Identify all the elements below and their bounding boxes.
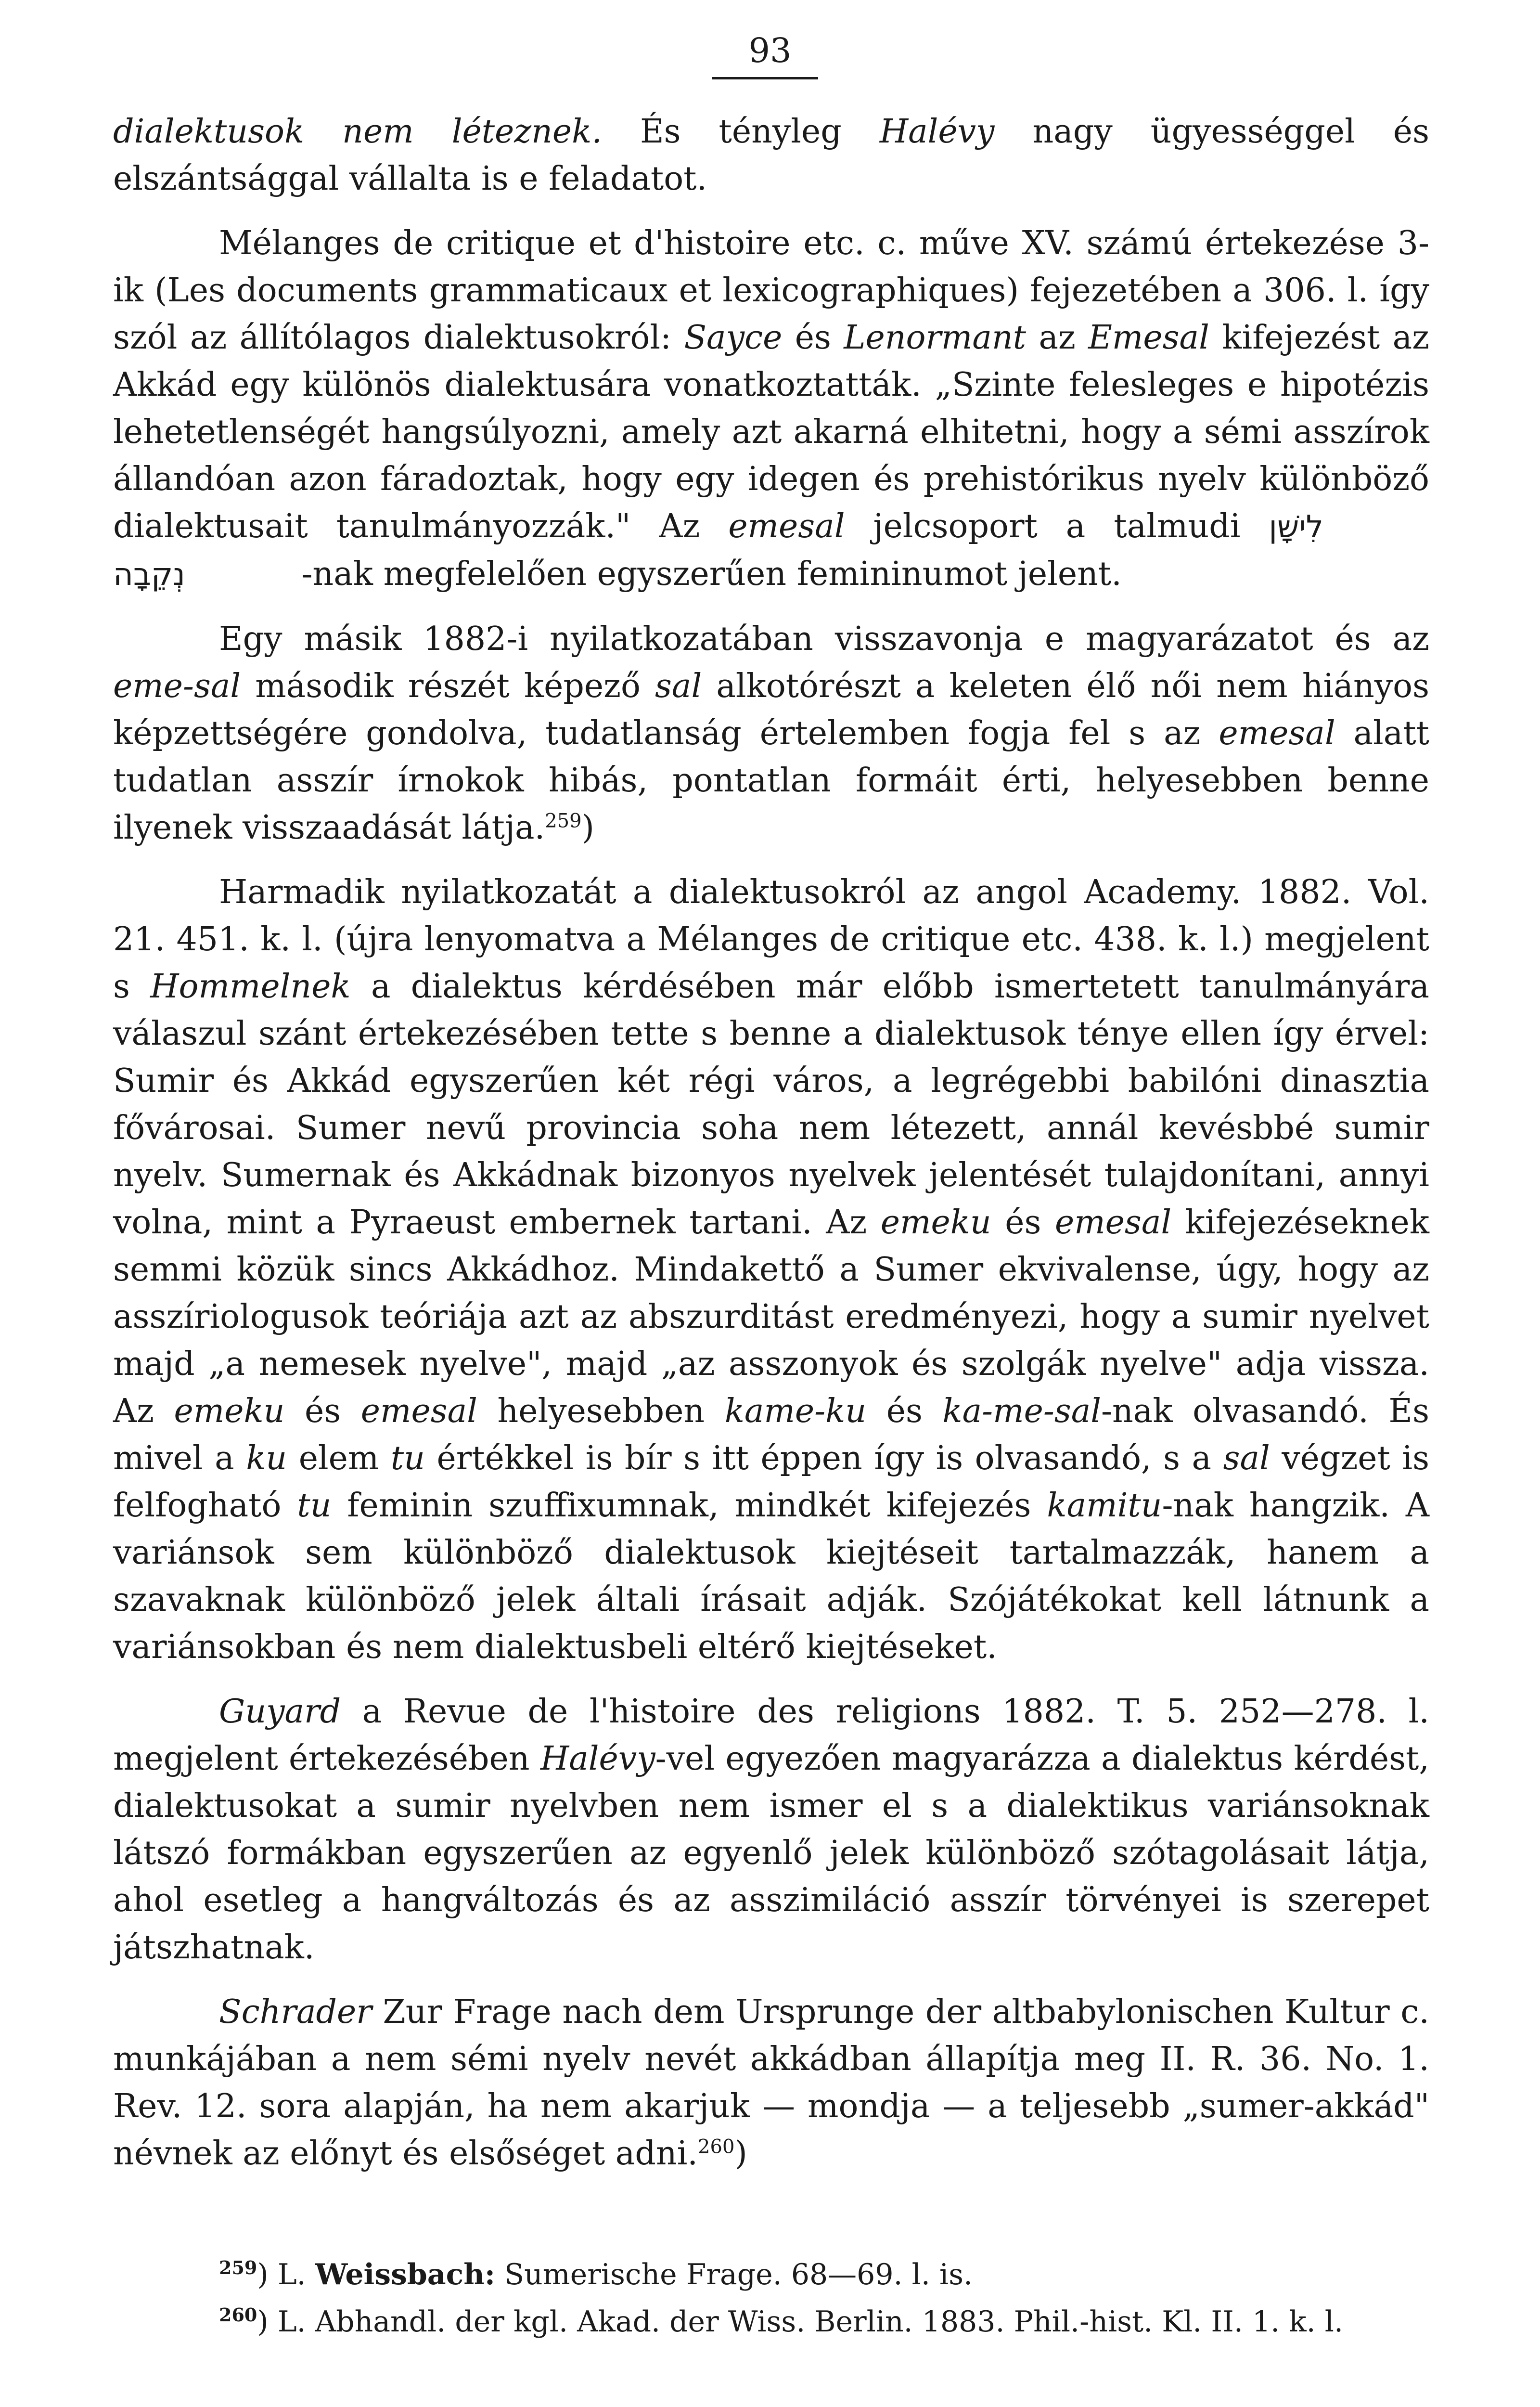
text-run: -nak olvasandó. És mivel a (113, 1392, 1429, 1477)
footnote-number: 260 (219, 2304, 257, 2326)
hebrew-word: נְקֵבָה (113, 557, 185, 593)
text-run: nagy ügyességgel és elszántsággal vállalta is e feladatot. (113, 113, 1429, 198)
text-run: Egy másik 1882-i nyilatkozatában visszavonja e magyarázatot és az (219, 620, 1429, 658)
italic-term: emeku (880, 1204, 991, 1242)
text-run: értékkel is bír s itt éppen így is olvasandó, s a (425, 1439, 1223, 1477)
italic-term: ka-me-sal (942, 1392, 1102, 1430)
text-run: -nak megfelelően egyszerűen femininumot jelent. (291, 555, 1122, 593)
text-run: Zur Frage nach dem Ursprunge der altbabylonischen Kultur c. munkájában a nem sémi nyelv nevét akkádban állapítja meg II. R. 36. No. 1. Rev. 12. sora alapján, ha nem akarjuk — mondja — a teljesebb „sumer-akkád" névnek az előnyt és elsőséget adni. (113, 1993, 1429, 2173)
footnote-author: Weissbach: (315, 2258, 495, 2291)
hebrew-word: לִישָׁן (1269, 509, 1324, 545)
footnote (113, 2300, 1429, 2343)
footnote (113, 2253, 1429, 2296)
italic-term: Halévy (879, 113, 995, 151)
footnotes (113, 2253, 1429, 2347)
text-run: jelcsoport a talmudi (845, 507, 1269, 545)
italic-term: Lenormant (844, 319, 1027, 357)
italic-term: emesal (1219, 714, 1335, 752)
text-run: Harmadik nyilatkozatát a dialektusokról az angol Academy. 1882. Vol. 21. 451. k. l. (újra lenyomatva a Mélanges de critique etc. 438. k. l.) megjelent s (113, 873, 1429, 1006)
italic-term: Sayce (684, 319, 783, 357)
italic-term: Hommelnek (150, 968, 351, 1006)
italic-term: Emesal (1088, 319, 1209, 357)
italic-term: kamitu (1047, 1487, 1162, 1525)
text-run: második részét képező (241, 667, 655, 705)
italic-term: dialektusok nem léteznek. (113, 113, 602, 151)
italic-term: sal (655, 667, 702, 705)
text-run: feminin szuffixumnak, mindkét kifejezés (331, 1487, 1047, 1525)
text-run: -nak hangzik. A variánsok sem különböző dialektusok kiejtéseit tartalmazzák, hanem a szavaknak különböző jelek általi írásait adják. Szójátékokat kell látnunk a variánsokban és nem dialektusbeli eltérő kiejtéseket. (113, 1487, 1430, 1666)
text-run: ) (581, 809, 595, 847)
italic-term: emesal (1054, 1204, 1172, 1242)
paragraph (113, 1989, 1429, 2177)
paragraph (113, 869, 1429, 1671)
italic-term: emeku (174, 1392, 285, 1430)
italic-term: ku (246, 1439, 287, 1477)
page-number-underline (712, 77, 818, 79)
text-run: és (782, 319, 844, 357)
paragraph (113, 108, 1429, 203)
text-run: és (284, 1392, 361, 1430)
footnote-number: 259 (219, 2257, 257, 2278)
footnote-paren: ) (257, 2258, 269, 2291)
text-run: elem (287, 1439, 391, 1477)
italic-term: eme-sal (113, 667, 241, 705)
text-run: És tényleg (602, 113, 880, 151)
footnote-text: Sumerische Frage. 68—69. l. is. (495, 2258, 973, 2291)
text-run: Mélanges de critique et d'histoire etc. c. műve XV. számú értekezése 3-ik (Les documents grammaticaux et lexicographiques) fejezetében a 306. l. így szól az állítólagos dialektusokról: (113, 224, 1429, 357)
footnote-reference: 260 (698, 2135, 735, 2158)
italic-term: emesal (728, 507, 845, 545)
text-run: ) (734, 2135, 747, 2173)
body-text (113, 108, 1429, 2195)
paragraph (113, 616, 1429, 852)
footnote-paren: ) (257, 2305, 269, 2339)
text-run: helyesebben (477, 1392, 725, 1430)
page-number: 93 (748, 31, 792, 70)
italic-term: Guyard (219, 1693, 341, 1731)
paragraph (113, 220, 1429, 598)
text-run: alkotórészt a keleten élő női nem hiányos képzettségére gondolva, tudatlanság értelemben fogja fel s az (113, 667, 1429, 752)
text-run: az (1026, 319, 1089, 357)
footnote-text: Abhandl. der kgl. Akad. der Wiss. Berlin. 1883. Phil.-hist. Kl. II. 1. k. l. (315, 2305, 1344, 2339)
text-run: végzet is felfogható (113, 1439, 1429, 1525)
footnote-prefix: L. (277, 2305, 315, 2339)
paragraph (113, 1688, 1429, 1971)
italic-term: tu (390, 1439, 425, 1477)
text-run: -vel egyezően magyarázza a dialektus kérdést, dialektusokat a sumir nyelvben nem ismer el s a dialektikus variánsoknak látszó formákban egyszerűen az egyenlő jelek különböző szótagolásait látja, ahol esetleg a hangváltozás és az asszimiláció asszír törvényei is szerepet játszhatnak. (113, 1740, 1429, 1967)
text-run: kifejezéseknek semmi közük sincs Akkádhoz. Mindakettő a Sumer ekvivalense, úgy, hogy az asszíriologusok teóriája azt az abszurditást eredményezi, hogy a sumir nyelvet majd „a nemesek nyelve", majd „az asszonyok és szolgák nyelve" adja vissza. Az (113, 1204, 1429, 1430)
text-run: a dialektus kérdésében már előbb ismertetett tanulmányára válaszul szánt értekezésében tette s benne a dialektusok ténye ellen így érvel: Sumir és Akkád egyszerűen két régi város, a legrégebbi babilóni dinasztia fővárosai. Sumer nevű provincia soha nem létezett, annál kevésbbé sumir nyelv. Sumernak és Akkádnak bizonyos nyelvek jelentését tulajdonítani, annyi volna, mint a Pyraeust embernek tartani. Az (113, 968, 1429, 1242)
italic-term: tu (297, 1487, 332, 1525)
text-run: a Revue de l'histoire des religions 1882. T. 5. 252—278. l. megjelent értekezésében (113, 1693, 1429, 1778)
text-run: kifejezést az Akkád egy különös dialektusára vonatkoztatták. „Szinte felesleges e hipotézis lehetetlenségét hangsúlyozni, amely azt akarná elhitetni, hogy a sémi asszírok állandóan azon fáradoztak, hogy egy idegen és prehistórikus nyelv különböző dialektusait tanulmányozzák." Az (113, 319, 1430, 545)
italic-term: kame-ku (724, 1392, 867, 1430)
italic-term: Schrader (219, 1993, 372, 2031)
text-run: alatt tudatlan asszír írnokok hibás, pontatlan formáit érti, helyesebben benne ilyenek visszaadását látja. (113, 714, 1429, 847)
italic-term: emesal (360, 1392, 477, 1430)
footnote-reference: 259 (545, 810, 582, 832)
text-run: és (866, 1392, 943, 1430)
italic-term: sal (1223, 1439, 1270, 1477)
footnote-prefix: L. (277, 2258, 315, 2291)
italic-term: Halévy (540, 1740, 655, 1778)
text-run: és (991, 1204, 1055, 1242)
